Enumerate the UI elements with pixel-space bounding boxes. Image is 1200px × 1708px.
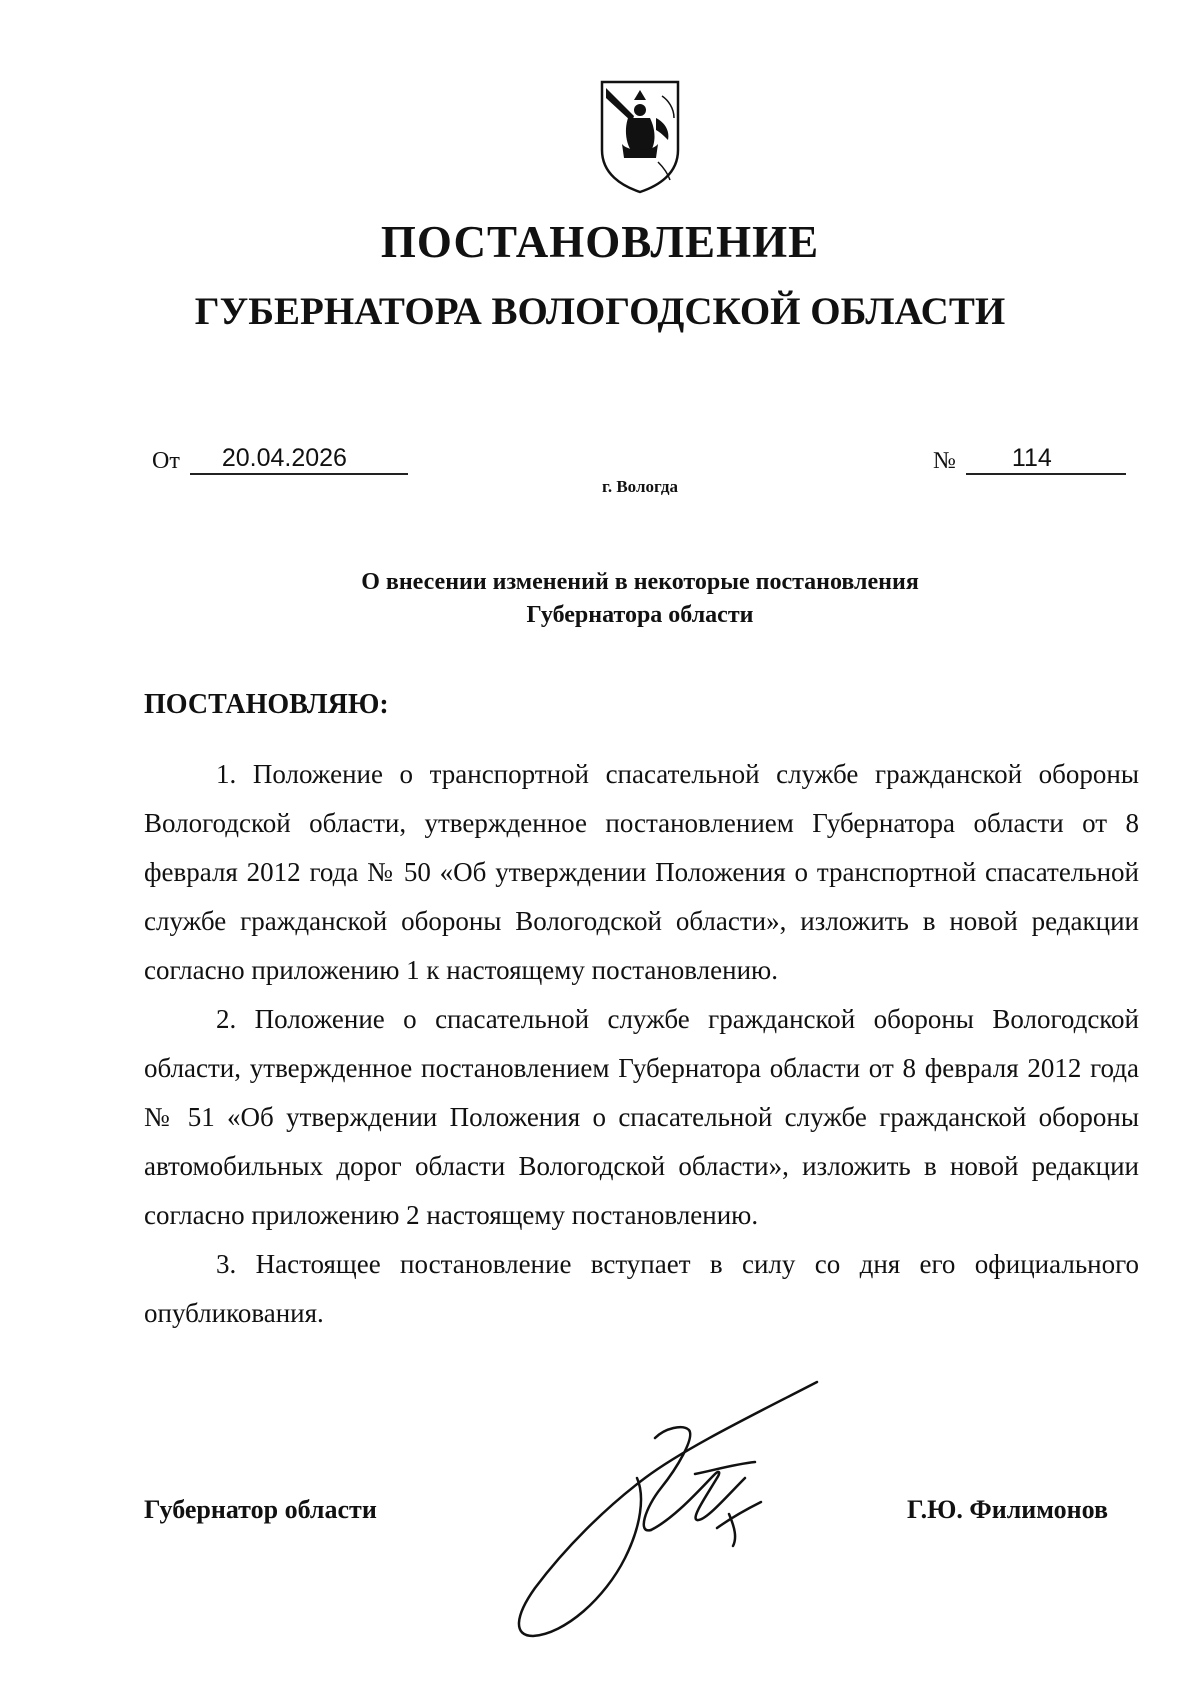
subject-line-2: Губернатора области bbox=[526, 602, 754, 628]
paragraph-1: 1. Положение о транспортной спасательной службе гражданской обороны Вологодской области, утвержденное постановлением Губернатора области от 8 февраля 2012 года № 50 «Об утверждении Положения о транспортной спасательной службе гражданской обороны Вологодской области», изложить в новой редакции согласно приложению 1 к настоящему постановлению. bbox=[144, 759, 1139, 985]
subject-line-1: О внесении изменений в некоторые постановления bbox=[361, 569, 919, 595]
paragraph-3: 3. Настоящее постановление вступает в силу со дня его официального опубликования. bbox=[144, 1249, 1139, 1328]
number-sign: № bbox=[933, 448, 956, 474]
city-label: г. Вологда bbox=[602, 477, 678, 496]
number-value: 114 bbox=[966, 443, 1126, 475]
number-field bbox=[933, 443, 1126, 475]
date-prefix: От bbox=[152, 448, 180, 474]
coat-of-arms-icon bbox=[598, 78, 682, 194]
signer-name: Г.Ю. Филимонов bbox=[907, 1495, 1109, 1524]
document-title: ПОСТАНОВЛЕНИЕ bbox=[380, 217, 820, 267]
decree-heading: ПОСТАНОВЛЯЮ: bbox=[144, 689, 389, 720]
signer-position: Губернатор области bbox=[144, 1495, 377, 1524]
document-subject bbox=[0, 566, 1200, 632]
document-issuer: ГУБЕРНАТОРА ВОЛОГОДСКОЙ ОБЛАСТИ bbox=[194, 290, 1006, 333]
date-value: 20.04.2026 bbox=[190, 443, 408, 475]
handwritten-signature-icon bbox=[505, 1378, 825, 1643]
document-body bbox=[144, 750, 1139, 1338]
date-field bbox=[152, 443, 408, 475]
paragraph-2: 2. Положение о спасательной службе гражданской обороны Вологодской области, утвержденное постановлением Губернатора области от 8 февраля 2012 года № 51 «Об утверждении Положения о спасательной службе гражданской обороны автомобильных дорог области Вологодской области», изложить в новой редакции согласно приложению 2 настоящему постановлению. bbox=[144, 1004, 1139, 1230]
